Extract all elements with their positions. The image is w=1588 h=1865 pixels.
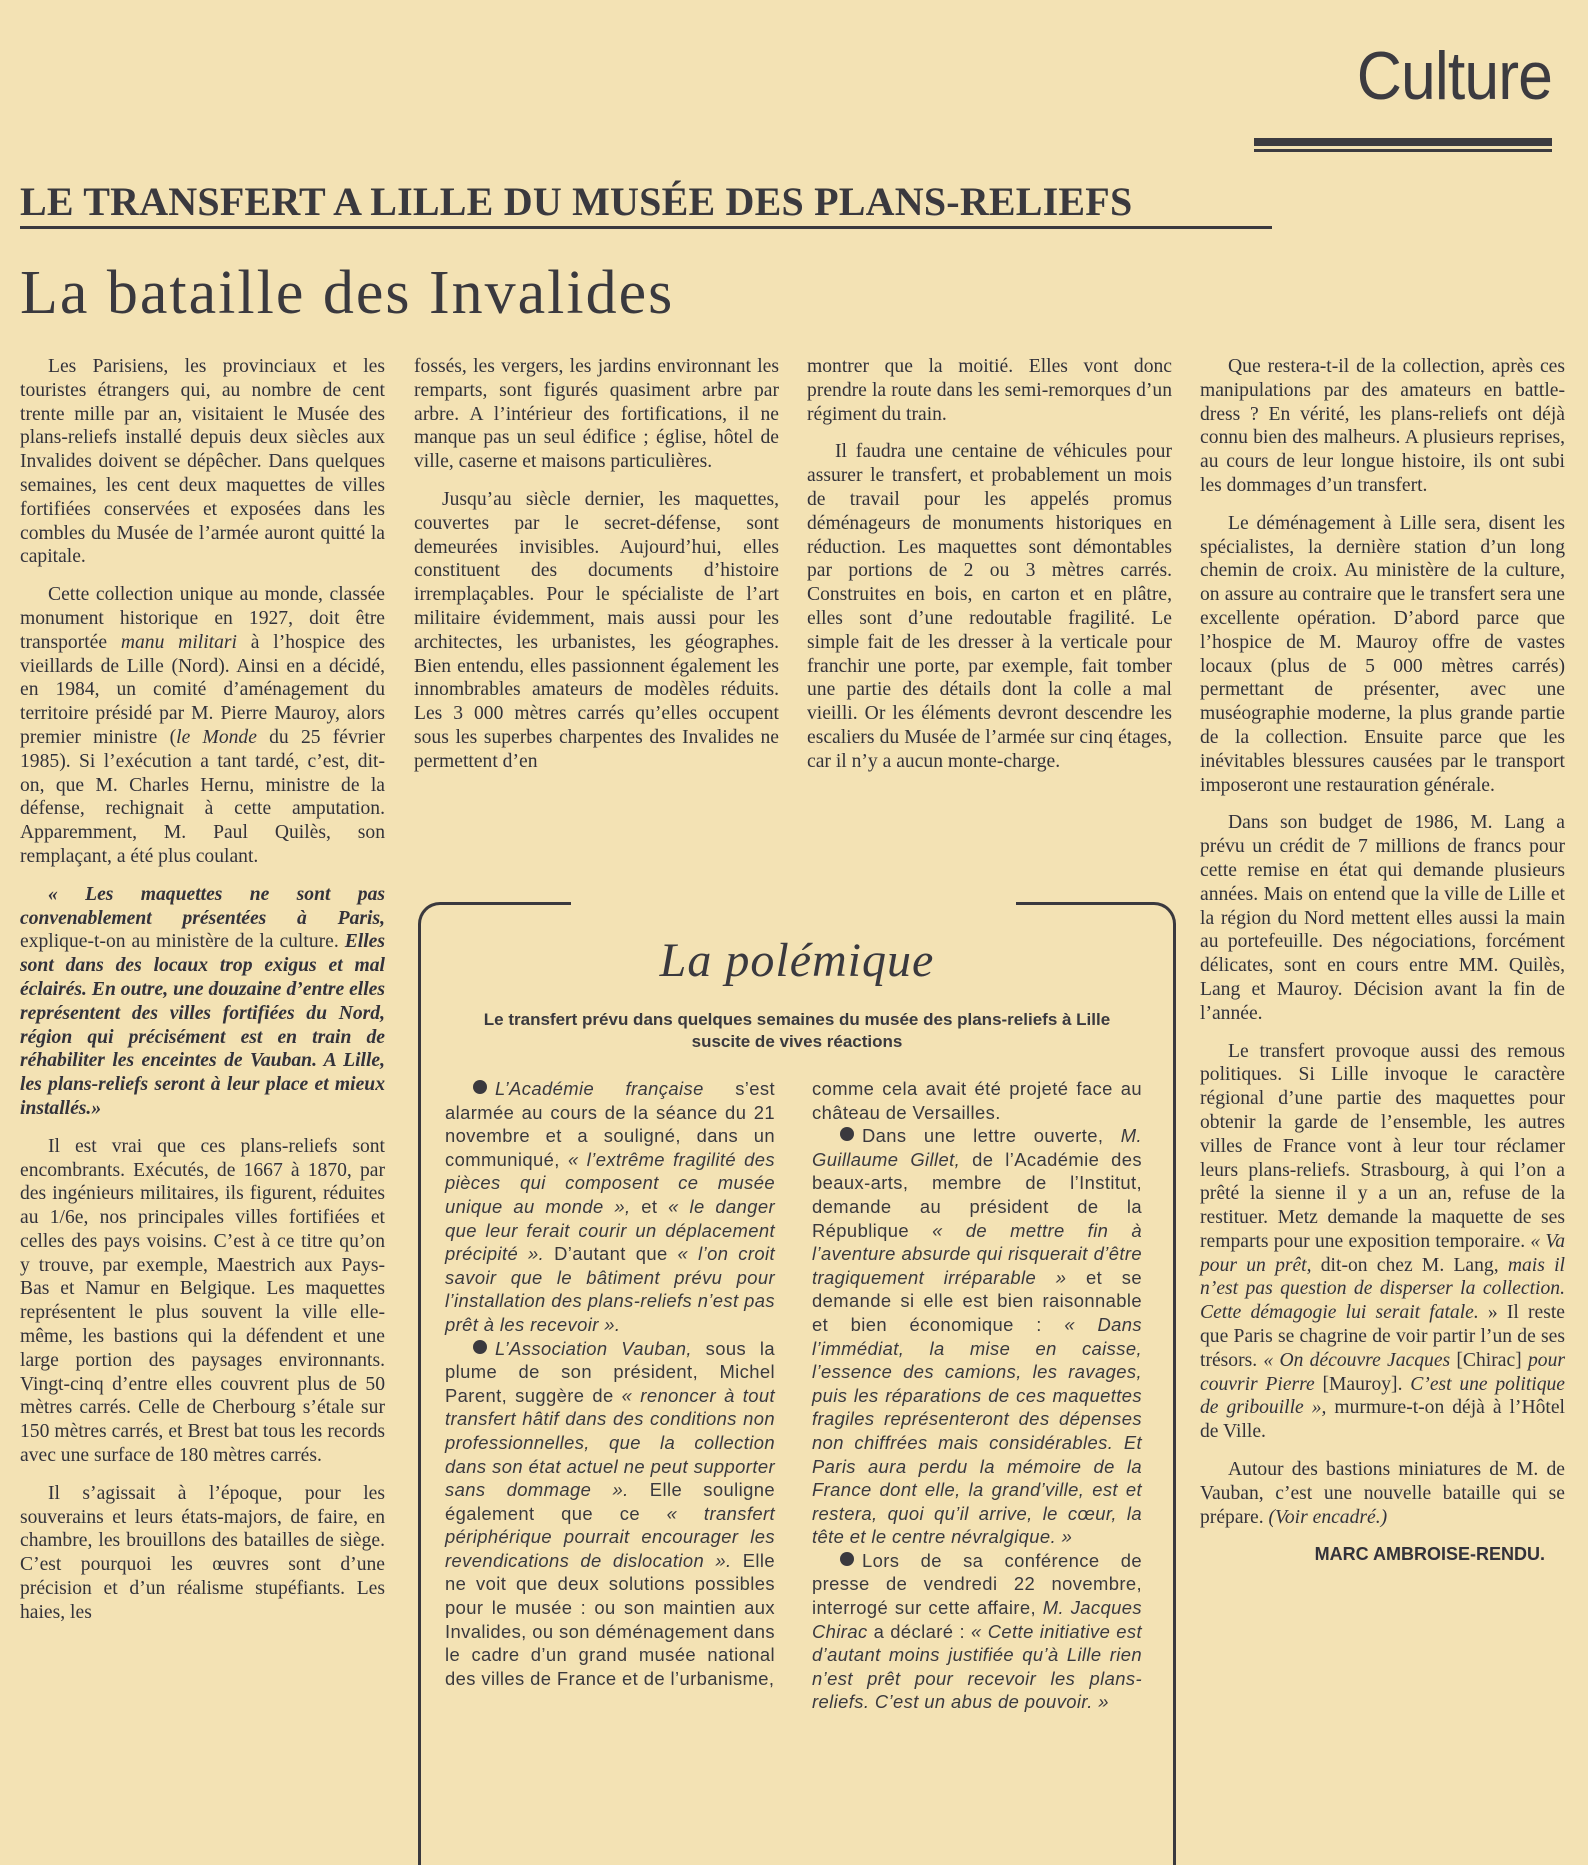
article-kicker: LE TRANSFERT A LILLE DU MUSÉE DES PLANS-RELIEFS: [20, 180, 1272, 229]
sidebar-column-1: [445, 1077, 775, 1690]
sidebar-item: Lors de sa conférence de presse de vendredi 22 novembre, interrogé sur cette affaire, M. Jacques Chirac a déclaré : « Cette initiative est d’autant moins justifiée qu’à Lille rien n’est prêt pour recevoir les plans-reliefs. C’est un abus de pouvoir. »: [812, 1549, 1142, 1713]
article-column-1: [20, 355, 385, 1639]
paragraph: Dans son budget de 1986, M. Lang a prévu un crédit de 7 millions de francs pour cette remise en état qui demande plusieurs années. Mais on entend que la ville de Lille et la région du Nord mettent elles aussi la main au portefeuille. Des négociations, forcément délicates, sont en cours entre MM. Quilès, Lang et Mauroy. Décision avant la fin de l’année.: [1200, 812, 1565, 1024]
paragraph: montrer que la moitié. Elles vont donc prendre la route dans les semi-remorques d’un régiment du train.: [807, 356, 1172, 425]
author-byline: MARC AMBROISE-RENDU.: [1314, 1544, 1545, 1565]
paragraph: Jusqu’au siècle dernier, les maquettes, couvertes par le secret-défense, sont demeurées invisibles. Aujourd’hui, elles constituent des documents d’histoire irremplaçables. Pour le spécialiste de l’art militaire évidemment, mais aussi pour les architectes, les urbanistes, les géographes. Bien entendu, elles passionnent également les innombrables amateurs de modèles réduits. Les 3 000 mètres carrés qu’elles occupent sous les superbes charpentes des Invalides ne permettent d’en: [414, 488, 779, 772]
bullet-icon: [840, 1552, 854, 1566]
section-header: [1254, 38, 1552, 152]
sidebar-item: L’Académie française s’est alarmée au cours de la séance du 21 novembre et a souligné, dans un communiqué, « l’extrême fragilité des pièces qui composent ce musée unique au monde », et « le danger que leur ferait courir un déplacement précipité ». D’autant que « l’on croit savoir que le bâtiment prévu pour l’installation des plans-reliefs n’est pas prêt à les recevoir ».: [445, 1078, 776, 1335]
bullet-icon: [840, 1127, 854, 1141]
paragraph: Que restera-t-il de la collection, après ces manipulations par des amateurs en battle-dress ? En vérité, les plans-reliefs ont déjà connu bien des malheurs. A plusieurs reprises, au cours de leur longue histoire, ils ont subi les dommages d’un transfert.: [1200, 356, 1565, 496]
bullet-icon: [473, 1340, 487, 1354]
article-column-4: [1200, 355, 1565, 1581]
paragraph: Cette collection unique au monde, classée monument historique en 1927, doit être transportée manu militari à l’hospice des vieillards de Lille (Nord). Ainsi en a décidé, en 1984, un comité d’aménagement du territoire présidé par M. Pierre Mauroy, alors premier ministre (le Monde du 25 février 1985). Si l’exécution a tant tardé, c’est, dit-on, que M. Charles Hernu, ministre de la défense, rechignait à cette amputation. Apparemment, M. Paul Quilès, son remplaçant, a été plus coulant.: [20, 584, 385, 867]
paragraph: Il est vrai que ces plans-reliefs sont encombrants. Exécutés, de 1667 à 1870, par des ingénieurs militaires, ils figurent, réduites au 1/6e, nos principales villes fortifiées et celles des pays voisins. C’est à ce titre qu’on y trouve, par exemple, Maestrich aux Pays-Bas et Namur en Belgique. Les maquettes représentent le plus souvent la ville elle-même, les bastions qui la défendent et une large portion des paysages environnants. Vingt-cinq d’entre elles couvrent plus de 50 mètres carrés. Celle de Cherbourg s’étale sur 150 mètres carrés, et Brest bat tous les records avec une surface de 180 mètres carrés.: [20, 1135, 385, 1467]
sidebar-box: [418, 902, 1176, 1865]
section-title: Culture: [1356, 38, 1552, 114]
paragraph: Le transfert provoque aussi des remous politiques. Si Lille invoque le caractère régional d’une partie des maquettes pour obtenir la garde de l’ensemble, les autres villes de France vont à leur tour réclamer leurs plans-reliefs. Strasbourg, à qui l’on a prêté la sienne il y a un an, refuse de la restituer. Metz demande la maquette de ses remparts pour une exposition temporaire. « Va pour un prêt, dit-on chez M. Lang, mais il n’est pas question de disperser la collection. Cette démagogie lui serait fatale. » Il reste que Paris se chagrine de voir partir l’un de ses trésors. « On découvre Jacques [Chirac] pour couvrir Pierre [Mauroy]. C’est une politique de gribouille », murmure-t-on déjà à l’Hôtel de Ville.: [1200, 1040, 1565, 1443]
section-rule: [1254, 138, 1552, 146]
sidebar-item: L’Association Vauban, sous la plume de son président, Michel Parent, suggère de « renoncer à tout transfert hâtif dans des conditions non professionnelles, que la collection dans son état actuel ne peut supporter sans dommage ». Elle souligne également que ce « transfert périphérique pourrait encourager les revendications de dislocation ». Elle ne voit que deux solutions possibles pour le musée : ou son maintien aux Invalides, ou son déménagement dans le cadre d’un grand musée national des villes de France et de l’urbanisme,: [445, 1337, 776, 1689]
sidebar-subtitle: Le transfert prévu dans quelques semaines du musée des plans-reliefs à Lille suscite de vives réactions: [483, 1010, 1111, 1051]
sidebar-item-continued: comme cela avait été projeté face au château de Versailles.: [812, 1078, 1142, 1123]
sidebar-column-2: [812, 1077, 1142, 1714]
quote-paragraph: « Les maquettes ne sont pas convenablement présentées à Paris, explique-t-on au ministère de la culture. Elles sont dans des locaux trop exigus et mal éclairés. En outre, une douzaine d’entre elles représentent des villes fortifiées du Nord, région qui précisément est en train de réhabiliter les enceintes de Vauban. A Lille, les plans-reliefs seront à leur place et mieux installés.»: [20, 883, 385, 1119]
sidebar-title: La polémique: [659, 934, 935, 987]
article-column-2: [414, 355, 779, 788]
paragraph: Il s’agissait à l’époque, pour les souverains et leurs états-majors, de faire, en chambre, les brouillons des batailles de siège. C’est pourquoi les œuvres sont d’une précision et d’un réalisme stupéfiants. Les haies, les: [20, 1482, 385, 1623]
bullet-icon: [473, 1080, 487, 1094]
paragraph: Il faudra une centaine de véhicules pour assurer le transfert, et probablement un mois de travail pour les appelés promus déménageurs de monuments historiques en réduction. Les maquettes sont démontables par portions de 2 ou 3 mètres carrés. Construites en bois, en carton et en plâtre, elles sont d’une redoutable fragilité. Le simple fait de les dresser à la verticale pour franchir une porte, par exemple, fait tomber une partie des détails dont la colle a mal vieilli. Or les éléments devront descendre les escaliers du Musée de l’armée sur cinq étages, car il n’y a aucun monte-charge.: [807, 441, 1172, 772]
sidebar-item: Dans une lettre ouverte, M. Guillaume Gillet, de l’Académie des beaux-arts, membre de l’Institut, demande au président de la République « de mettre fin à l’aventure absurde qui risquerait d’être tragiquement irréparable » et se demande si elle est bien raisonnable et bien économique : « Dans l’immédiat, la mise en caisse, l’essence des camions, les ravages, puis les réparations de ces maquettes fragiles représenteront des dépenses non chiffrées mais considérables. Et Paris aura perdu la mémoire de la France dont elle, la grand’ville, est et restera, quoi qu’il arrive, le cœur, la tête et le centre névralgique. »: [812, 1125, 1142, 1548]
paragraph: Les Parisiens, les provinciaux et les touristes étrangers qui, au nombre de cent trente mille par an, visitaient le Musée des plans-reliefs installé depuis deux siècles aux Invalides doivent se dépêcher. Dans quelques semaines, les cent deux maquettes de villes fortifiées conservées et exposées dans les combles du Musée de l’armée auront quitté la capitale.: [20, 356, 385, 568]
paragraph: fossés, les vergers, les jardins environnant les remparts, sont figurés quasiment arbre par arbre. A l’intérieur des fortifications, il ne manque pas un seul édifice ; église, hôtel de ville, caserne et maisons particulières.: [414, 356, 779, 473]
paragraph: Autour des bastions miniatures de M. de Vauban, c’est une nouvelle bataille qui se prépare. (Voir encadré.): [1200, 1459, 1565, 1528]
article-headline: La bataille des Invalides: [20, 259, 675, 327]
section-rule-thin: [1254, 149, 1552, 152]
article-column-3: [807, 355, 1172, 788]
paragraph: Le déménagement à Lille sera, disent les spécialistes, la dernière station d’un long chemin de croix. Au ministère de la culture, on assure au contraire que le transfert sera une excellente opération. D’abord parce que l’hospice de M. Mauroy offre de vastes locaux (plus de 5 000 mètres carrés) permettant de présenter, avec une muséographie moderne, la plus grande partie de la collection. Ensuite parce que les inévitables blessures causées par le transport imposeront une restauration générale.: [1200, 512, 1565, 796]
